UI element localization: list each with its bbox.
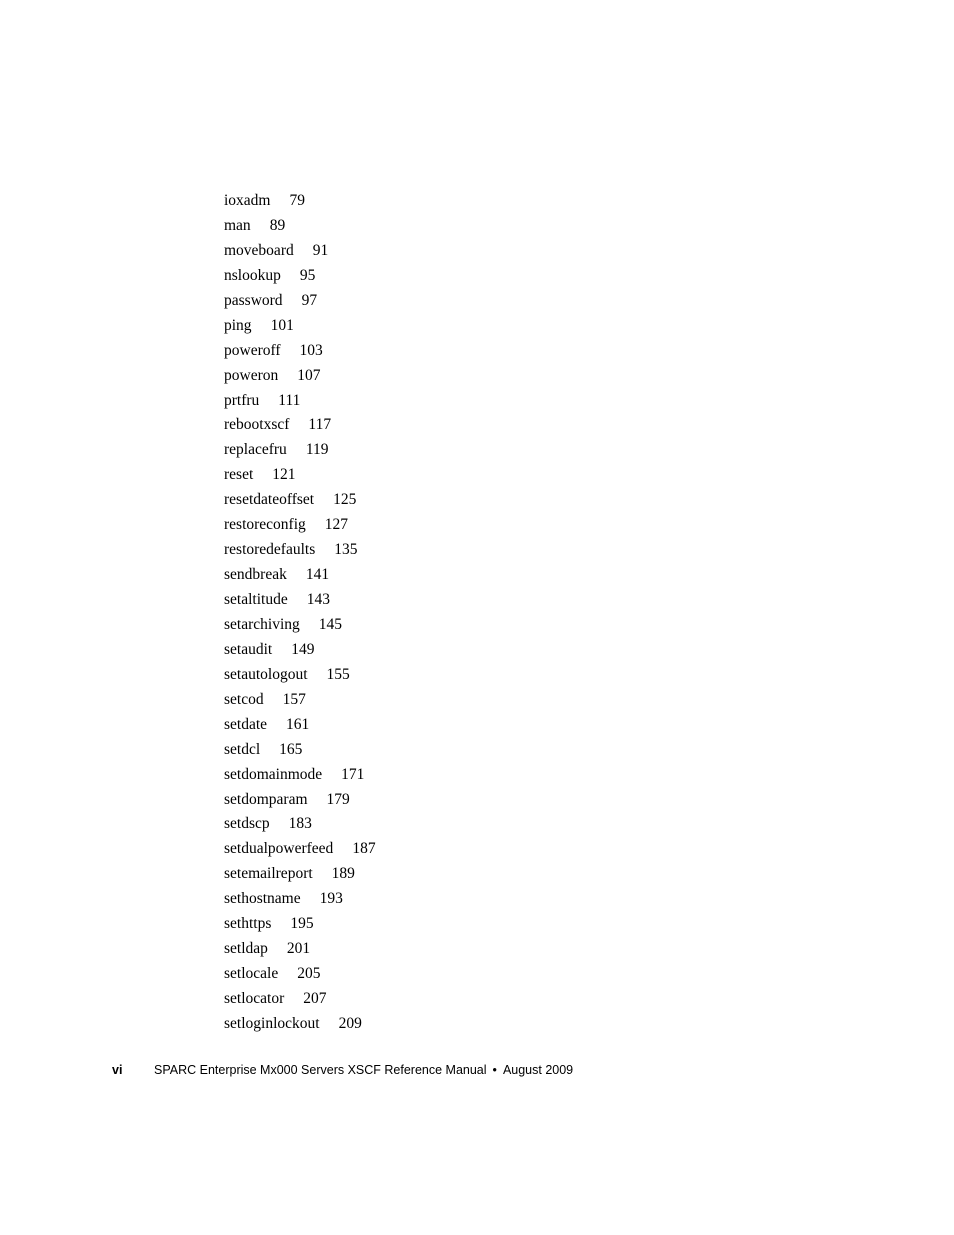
toc-entry-page: 195: [290, 915, 314, 933]
toc-entry-page: 205: [297, 965, 321, 983]
toc-entry-name: man: [224, 216, 251, 234]
toc-entry[interactable]: [224, 912, 376, 937]
toc-entry-name: replacefru: [224, 441, 287, 459]
toc-entry-name: sethostname: [224, 890, 301, 908]
toc-entry-page: 107: [297, 366, 321, 384]
toc-entry-name: setldap: [224, 940, 268, 958]
toc-entry-name: setdualpowerfeed: [224, 840, 334, 858]
toc-entry-name: setautologout: [224, 665, 308, 683]
toc-entry-name: setdate: [224, 715, 268, 733]
toc-entry[interactable]: [224, 463, 376, 488]
table-of-contents: [224, 189, 376, 1037]
toc-entry-page: 171: [341, 765, 365, 783]
toc-entry-page: 135: [334, 541, 358, 559]
toc-entry[interactable]: [224, 812, 376, 837]
toc-entry[interactable]: [224, 663, 376, 688]
toc-entry-name: restoredefaults: [224, 541, 316, 559]
toc-entry[interactable]: [224, 289, 376, 314]
document-title: SPARC Enterprise Mx000 Servers XSCF Reference Manual: [154, 1063, 487, 1077]
toc-entry-name: sethttps: [224, 915, 272, 933]
toc-entry[interactable]: [224, 214, 376, 239]
toc-entry[interactable]: [224, 563, 376, 588]
page-footer: [112, 1063, 573, 1077]
toc-entry-name: prtfru: [224, 391, 260, 409]
toc-entry-name: setdcl: [224, 740, 261, 758]
toc-entry-name: resetdateoffset: [224, 491, 315, 509]
publication-date: August 2009: [502, 1063, 574, 1077]
toc-entry-page: 179: [326, 790, 350, 808]
toc-entry[interactable]: [224, 1012, 376, 1037]
toc-entry[interactable]: [224, 264, 376, 289]
page-number: vi: [112, 1063, 123, 1077]
toc-entry-page: 209: [338, 1014, 362, 1032]
toc-entry-name: password: [224, 291, 283, 309]
toc-entry[interactable]: [224, 314, 376, 339]
toc-entry[interactable]: [224, 862, 376, 887]
toc-entry[interactable]: [224, 788, 376, 813]
toc-entry-page: 111: [278, 391, 301, 409]
toc-entry-name: setlocator: [224, 990, 285, 1007]
toc-entry[interactable]: [224, 488, 376, 513]
toc-entry[interactable]: [224, 438, 376, 463]
toc-entry-name: setaltitude: [224, 591, 288, 608]
toc-entry-page: 97: [301, 291, 318, 309]
toc-entry-page: 141: [305, 566, 330, 584]
toc-entry-page: 145: [318, 615, 343, 633]
toc-entry-name: setarchiving: [224, 615, 300, 633]
toc-entry-page: 155: [326, 665, 350, 683]
toc-entry-name: sendbreak: [224, 566, 287, 584]
toc-entry[interactable]: [224, 588, 376, 613]
toc-entry[interactable]: [224, 239, 376, 264]
footer-separator: •: [492, 1063, 497, 1077]
toc-entry-page: 165: [279, 740, 303, 758]
toc-entry-page: 101: [270, 316, 294, 334]
toc-entry-page: 189: [331, 865, 355, 883]
toc-entry-name: setloginlockout: [224, 1014, 320, 1032]
toc-entry-page: 201: [286, 940, 311, 958]
toc-entry-name: setcod: [224, 690, 264, 708]
toc-entry-name: nslookup: [224, 266, 281, 284]
toc-entry-page: 117: [308, 416, 332, 434]
toc-entry-name: setdomparam: [224, 790, 308, 808]
toc-entry[interactable]: [224, 538, 376, 563]
toc-entry-page: 193: [319, 890, 343, 908]
toc-entry-page: 119: [305, 441, 329, 459]
toc-entry[interactable]: [224, 189, 376, 214]
toc-entry-page: 95: [299, 266, 316, 284]
toc-entry[interactable]: [224, 738, 376, 763]
toc-entry-name: rebootxscf: [224, 416, 290, 434]
toc-entry-name: restoreconfig: [224, 516, 306, 534]
toc-entry-name: setdomainmode: [224, 765, 323, 783]
toc-entry[interactable]: [224, 763, 376, 788]
toc-entry[interactable]: [224, 937, 376, 962]
toc-entry[interactable]: [224, 987, 376, 1012]
toc-entry-page: 121: [272, 466, 296, 484]
toc-entry-name: setemailreport: [224, 865, 313, 883]
toc-entry-name: poweroff: [224, 341, 281, 359]
toc-entry-page: 183: [288, 815, 312, 833]
toc-entry-name: setlocale: [224, 965, 279, 983]
toc-entry[interactable]: [224, 638, 376, 663]
toc-entry-page: 149: [291, 640, 315, 658]
toc-entry[interactable]: [224, 413, 376, 438]
toc-entry-page: 127: [324, 516, 349, 534]
toc-entry-page: 79: [289, 192, 305, 209]
toc-entry-page: 207: [303, 990, 327, 1007]
toc-entry[interactable]: [224, 962, 376, 987]
toc-entry-page: 187: [352, 840, 376, 858]
toc-entry-page: 161: [286, 715, 310, 733]
toc-entry[interactable]: [224, 613, 376, 638]
toc-entry-name: setaudit: [224, 640, 273, 658]
toc-entry[interactable]: [224, 713, 376, 738]
toc-entry-page: 91: [312, 241, 329, 259]
toc-entry[interactable]: [224, 364, 376, 389]
toc-entry[interactable]: [224, 389, 376, 414]
toc-entry[interactable]: [224, 887, 376, 912]
toc-entry-page: 125: [333, 491, 357, 509]
toc-entry[interactable]: [224, 837, 376, 862]
toc-entry-name: ping: [224, 316, 252, 334]
toc-entry[interactable]: [224, 513, 376, 538]
toc-entry-name: moveboard: [224, 241, 294, 259]
toc-entry-page: 89: [269, 216, 286, 234]
toc-entry[interactable]: [224, 688, 376, 713]
toc-entry-page: 143: [306, 591, 330, 608]
toc-entry-page: 103: [299, 341, 323, 359]
toc-entry-name: poweron: [224, 366, 279, 384]
toc-entry-name: ioxadm: [224, 192, 271, 209]
toc-entry-name: reset: [224, 466, 254, 484]
toc-entry[interactable]: [224, 339, 376, 364]
toc-entry-name: setdscp: [224, 815, 270, 833]
toc-entry-page: 157: [282, 690, 306, 708]
